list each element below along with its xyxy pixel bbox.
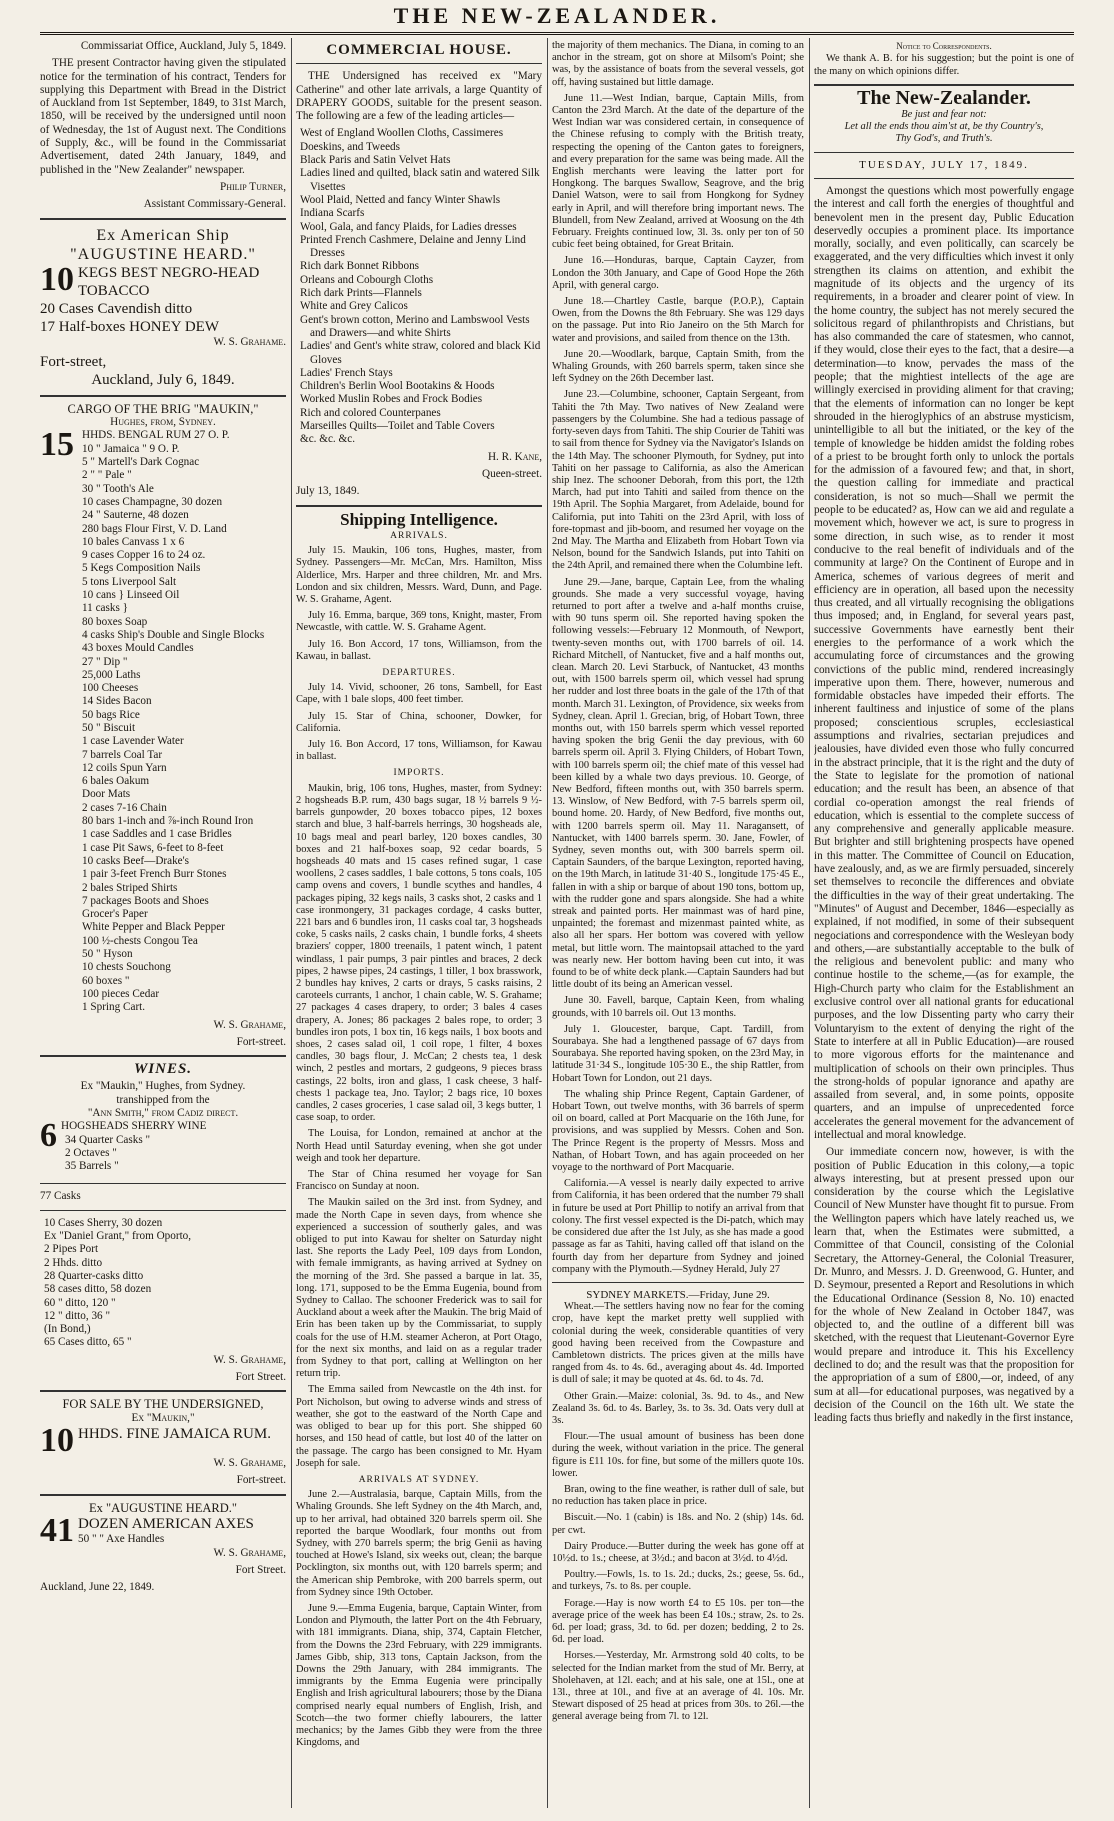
cargo-item: Door Mats <box>82 788 131 801</box>
article-paragraph: the majority of them mechanics. The Diana, in coming to an anchor in the stream, got on shore at Milsom's Point; she was, by the assistance of boats from the several vessels, got off, having sustained but little damage. <box>552 40 804 88</box>
market-paragraph: Flour.—The usual amount of business has been done during the week, without variation in the price. The general figure is £11 10s. for fine, but some of the millers quote 10s. lower. <box>552 1431 804 1479</box>
market-paragraph: Biscuit.—No. 1 (cabin) is 18s. and No. 2 (ship) 14s. 6d. per cwt. <box>552 1512 804 1536</box>
cargo-item: 80 boxes Soap <box>82 615 148 628</box>
article-paragraph: The whaling ship Prince Regent, Captain Gardener, of Hobart Town, out twelve months, with 36 barrels of sperm oil on board, called at Port Macquarie on the 16th June, for provisions, and was supplied by Messrs. Cohen and Son. The Prince Regent is the property of Messrs. Moss and Nathan, of Hobart Town, and has again proceeded on her voyage to the northward of Port Macquarie. <box>552 1088 804 1174</box>
drapery-item: Wool, Gala, and fancy Plaids, for Ladies dresses <box>300 220 517 233</box>
cargo-item: 5 " Martell's Dark Cognac <box>82 456 200 469</box>
drapery-item: Ladies' French Stays <box>300 366 393 379</box>
signature-address: Fort-street. <box>236 1035 286 1048</box>
arrival-entry: July 15. Maukin, 106 tons, Hughes, master, from Sydney. Passengers—Mr. McCan, Mrs. Hamilton, Miss Alderlice, Mrs. Harper and three children, Mr. and Mrs. London and six children, Messrs. Ward, Dunn, and Page. W. S. Grahame, Agent. <box>296 545 542 605</box>
cargo-item: 9 cases Copper 16 to 24 oz. <box>82 549 206 562</box>
sale-sub: Ex "Maukin," <box>131 1411 195 1424</box>
column-rule <box>291 38 292 1808</box>
article-paragraph: June 18.—Chartley Castle, barque (P.O.P.), Captain Owen, from the Downs the 8th February. She was 129 days on the passage. Put into Rio Janeiro on the 5th March for water and provisions, and sailed from thence on the 13th. <box>552 296 804 344</box>
divider <box>814 84 1074 86</box>
drapery-item: Doeskins, and Tweeds <box>300 140 400 153</box>
drapery-item: Children's Berlin Wool Bootakins & Hoods <box>300 380 495 393</box>
ad-date: July 13, 1849. <box>296 485 360 498</box>
arrivals-title: ARRIVALS. <box>390 530 448 541</box>
editorial-paragraph: Our immediate concern now, however, is with the position of Public Education in this colony,—a topic always interesting, but at present pressed upon our consideration by the course which the Legislative Council of New Munster have thought fit to pursue. From the Wellington papers which have lately reached us, we learn that, when the Estimates were submitted, a Committee of that Council, consisting of the Colonial Secretary, the Attorney-General, the Colonial Treasurer, Dr. Munro, and Messrs. J. D. Greenwood, G. Hunter, and D. Seymour, presented a Report and Resolutions in which the Educational Ordinance (Session 8, No. 10) enacted for the whole of New Zealand in October 1847, was objected to, and the outline of a different bill was sketched, with the request that Lieutenant-Governor Eyre would prepare and introduce it. This his Excellency declined to do; and the result was that the proposition for the appropriation of a sum of £800,—or, indeed, of any sum at all—for educational purposes, was negatived by a decision of the Council on the 16th ult. We state the leading facts thus briefly and nakedly in the first instance, <box>814 1146 1074 1425</box>
ad-item: DOZEN AMERICAN AXES <box>78 1515 254 1532</box>
market-paragraph: Dairy Produce.—Butter during the week has gone off at 10½d. to 1s.; cheese, at 3½d.; and bacon at 3½d. to 4½d. <box>552 1540 804 1564</box>
wine-item: 12 " ditto, 36 " <box>44 1309 111 1322</box>
cargo-item: 80 bars 1-inch and ⅞-inch Round Iron <box>82 815 254 828</box>
article-paragraph: June 30. Favell, barque, Captain Keen, from whaling grounds, with 10 barrels oil. Out 13 months. <box>552 995 804 1019</box>
markets-title: SYDNEY MARKETS.—Friday, June 29. <box>586 1288 770 1301</box>
motto: Thy God's, and Truth's. <box>895 133 993 145</box>
divider <box>40 1390 286 1392</box>
ad-heading: Ex American Ship <box>96 226 230 244</box>
ad-number: 10 <box>40 260 74 298</box>
divider <box>40 1183 286 1184</box>
cargo-item: 1 case Pit Saws, 6-feet to 8-feet <box>82 841 224 854</box>
divider <box>814 178 1074 179</box>
drapery-item: Indiana Scarfs <box>300 207 365 220</box>
market-paragraph: Bran, owing to the fine weather, is rather dull of sale, but no reduction has taken place in price. <box>552 1483 804 1508</box>
signature-address: Fort Street. <box>235 1564 286 1577</box>
cargo-item: 10 chests Souchong <box>82 961 171 974</box>
ad-heading: "AUGUSTINE HEARD." <box>70 245 256 263</box>
cargo-item: 100 ½-chests Congou Tea <box>82 934 198 947</box>
drapery-item: &c. &c. &c. <box>300 433 355 446</box>
arrival-entry: July 16. Emma, barque, 369 tons, Knight, master, From Newcastle, with cattle. W. S. Grahame Agent. <box>296 610 542 634</box>
cargo-item: 10 cases Champagne, 30 dozen <box>82 495 223 508</box>
wines-line: transhipped from the <box>116 1093 210 1106</box>
article-paragraph: California.—A vessel is nearly daily expected to arrive from California, it has been ordered that the number 79 shall in future be used at Port Phillip to notify an arrival from that colony. The first vessel expected is the Di-patch, which may be considered due after the 1st July, as she has made a good passage as far as Tahiti, having called off that island on the fourth day from her departure from Sydney and joined company with the Plymouth.—Sydney Herald, July 27 <box>552 1178 804 1275</box>
rum-ad <box>40 1421 286 1459</box>
cargo-item: Grocer's Paper <box>82 908 148 921</box>
shipping-title: Shipping Intelligence. <box>340 509 498 529</box>
wines-line: Ex "Maukin," Hughes, from Sydney. <box>80 1080 246 1093</box>
article-paragraph: June 16.—Honduras, barque, Captain Cayzer, from London the 30th January, and Cape of Good Hope the 26th April, with general cargo. <box>552 255 804 291</box>
wine-item: 10 Cases Sherry, 30 dozen <box>44 1216 163 1229</box>
wine-item: 28 Quarter-casks ditto <box>44 1269 144 1282</box>
cargo-item: 43 boxes Mould Candles <box>82 642 194 655</box>
cargo-item: 14 Sides Bacon <box>82 695 152 708</box>
column-rule <box>547 38 548 1808</box>
dateline: TUESDAY, JULY 17, 1849. <box>859 158 1029 171</box>
axe-ad <box>40 1511 286 1549</box>
notice-corr-body: We thank A. B. for his suggestion; but the point is one of the many on which opinions differ. <box>814 53 1074 77</box>
cargo-item: 50 " Hyson <box>82 948 133 961</box>
drapery-item: Rich and colored Counterpanes <box>300 406 441 419</box>
cargo-item: 100 pieces Cedar <box>82 987 160 1000</box>
shipping-news-paragraph: The Emma sailed from Newcastle on the 4th inst. for Port Nicholson, but owing to adverse winds and stress of weather, she got to the eastward of the North Cape and was obliged to bear up for this port. She shipped 60 horses, and 150 head of cattle, but lost 40 of the latter on the passage. The cargo has been consigned to Mr. Hyam Joseph for sale. <box>296 1384 542 1469</box>
imports-title: IMPORTS. <box>393 768 445 779</box>
drapery-item: Ladies lined and quilted, black satin and watered Silk Visettes <box>300 167 540 193</box>
wine-item: (In Bond,) <box>44 1323 91 1336</box>
column-rule <box>809 38 810 1808</box>
signature: H. R. Kane, <box>487 450 542 463</box>
cargo-item: 100 Cheeses <box>82 682 139 695</box>
wines-title: WINES. <box>133 1061 193 1078</box>
commissariat-notice: THE present Contractor having given the stipulated notice for the termination of his contract, Tenders for supplying this Department with Bread in the District of Auckland from 1st September, 1849, to 31st March, 1850, will be received by the undersigned until noon of Wednesday, the 1st of August next. The Conditions of Supply, &c., will be found in the Commissariat Advertisement, dated 24th January, 1849, and published in the "New Zealander" newspaper. <box>40 57 286 176</box>
cargo-item: HHDS. BENGAL RUM 27 O. P. <box>82 429 230 442</box>
signature: W. S. Grahame, <box>213 1456 286 1469</box>
signature: W. S. Grahame, <box>213 1018 286 1031</box>
drapery-item: Black Paris and Satin Velvet Hats <box>300 154 451 167</box>
signature-title: Assistant Commissary-General. <box>143 198 286 211</box>
axe-title: Ex "AUGUSTINE HEARD." <box>88 1500 238 1515</box>
column-1 <box>40 40 286 1599</box>
cargo-item: 1 case Saddles and 1 case Bridles <box>82 828 232 841</box>
tobacco-ad <box>40 260 286 300</box>
drapery-item: Wool Plaid, Netted and fancy Winter Shawls <box>300 193 501 206</box>
cargo-title: CARGO OF THE BRIG "MAUKIN," <box>67 401 259 416</box>
cargo-item: 25,000 Laths <box>82 668 141 681</box>
column-2 <box>296 40 542 1753</box>
wine-item: 60 " ditto, 120 " <box>44 1296 116 1309</box>
ad-date: Auckland, July 6, 1849. <box>91 371 235 388</box>
cargo-item: 1 pair 3-feet French Burr Stones <box>82 868 227 881</box>
cargo-item: 1 case Lavender Water <box>82 735 184 748</box>
divider <box>40 1210 286 1211</box>
market-paragraph: Forage.—Hay is now worth £4 to £5 10s. per ton—the average price of the week has been £4 10s.; straw, 2s. to 2s. 6d. per load; grass, 3d. to 6d. per dozen; bedding, 2 to 2s. 6d. per load. <box>552 1597 804 1646</box>
cargo-list <box>40 426 286 1018</box>
imports-body: Maukin, brig, 106 tons, Hughes, master, from Sydney: 2 hogsheads B.P. rum, 430 bags sugar, 18 ½ barrels 9 ½-barrels gunpowder, 20 boxes tobacco pipes, 12 boxes starch and blue, 3 half-barrels herrings, 30 hogsheads ale, 10 bags meal and pearl barley, 120 boxes candles, 30 boxes and 21 half-boxes soap, 92 cedar boards, 5 hogsheads 40 mats and 15 cases refined sugar, 1 case woollens, 2 cases saddles, 1 bale cottons, 5 tons coals, 105 camp ovens and covers, 1 bundle scythes and handles, 4 packages piping, 32 kegs nails, 3 casks shot, 2 casks and 1 case ironmongery, 31 packages cordage, 4 casks butter, 221 bars and 6 bundles iron, 11 casks coal tar, 3 hogsheads coke, 5 casks nails, 2 casks chain, 1 bundle forks, 4 sheets braziers' copper, 1800 treenails, 1 patent winch, 1 patent windlass, 1 pair pumps, 3 pair pintles and braces, 2 deck pipes, 2 hawse pipes, 24 castings, 1 tiller, 1 box brasswork, 2 bundles hay knives, 2 carts or drays, 5 casks raisins, 2 caroteels currants, 1 anchor, 1 chain cable, W. S. Grahame; 27 packages 4 cases drapery, to order; 3 bales 4 cases drapery, A. Jones; 86 packages 2 bales rope, to order; 3 bundles iron pots, 1 box tin, 16 kegs nails, 1 box boots and shoes, 2 cases salad oil, 1 coil rope, 1 filter, 4 boxes candles, 30 bags flour, J. McCan; 2 chests tea, 1 desk winch, 2 pestles and mortars, 2 gudgeons, 9 pieces brass castings, 22 bolts, iron and glass, 1 cask cheese, 3 half-chests 1 package tea, Jno. Taylor; 2 bags rice, 10 boxes candles, 2 cases groceries, 1 case salad oil, 3 kegs butter, 1 case soap, to order. <box>296 782 542 1124</box>
signature-address: Fort-street. <box>236 1474 286 1487</box>
signature: W. S. Grahame. <box>213 335 286 348</box>
ad-item: KEGS BEST NEGRO-HEAD TOBACCO <box>78 264 260 299</box>
divider <box>296 505 542 507</box>
drapery-item: Gent's brown cotton, Merino and Lambswool Vests and Drawers—and white Shirts <box>300 313 530 339</box>
wine-item: 35 Barrels " <box>65 1160 119 1173</box>
departure-entry: July 14. Vivid, schooner, 26 tons, Sambell, for East Cape, with 1 bale slops, 400 feet timber. <box>296 682 542 706</box>
wine-item: 2 Pipes Port <box>44 1243 99 1256</box>
divider <box>40 218 286 220</box>
shipping-news-paragraph: The Louisa, for London, remained at anchor at the North Head until Saturday evening, when she got under weigh and took her departure. <box>296 1128 542 1164</box>
cargo-item: 5 tons Liverpool Salt <box>82 575 177 588</box>
cargo-item: 2 " " Pale " <box>82 469 132 482</box>
cargo-item: 10 bales Canvass 1 x 6 <box>82 535 185 548</box>
wine-item: 2 Hhds. ditto <box>44 1256 103 1269</box>
drapery-item: Ladies' and Gent's white straw, colored and black Kid Gloves <box>300 340 541 366</box>
wines-casks: 77 Casks <box>40 1190 81 1203</box>
cargo-item: 27 " Dip " <box>82 655 128 668</box>
cargo-item: 10 casks Beef—Drake's <box>82 854 190 867</box>
drapery-item: Worked Muslin Robes and Frock Bodies <box>300 393 483 406</box>
drapery-item: West of England Woollen Cloths, Cassimeres <box>300 127 504 140</box>
wine-item: Ex "Daniel Grant," from Oporto, <box>44 1230 192 1243</box>
sydney-arrival-paragraph: June 9.—Emma Eugenia, barque, Captain Winter, from London and Plymouth, the latter Port on the 4th February, with 181 immigrants. Diana, ship, 374, Captain Fletcher, from the Downs the 23rd February, with 229 immigrants. James Gibb, ship, 313 tons, Captain Jackson, from the Downs the 29th January, with 284 immigrants. The immigrants by the Emma Eugenia were principally English and Irish agricultural labourers; those by the Diana comprised nearly equal numbers of English, Irish, and Scotch—the two former chiefly labourers, the latter mechanics; by the James Gibb they were from the three Kingdoms, and <box>296 1603 542 1749</box>
cargo-item: 10 " Jamaica " 9 O. P. <box>82 442 180 455</box>
cargo-item: 4 casks Ship's Double and Single Blocks <box>82 628 265 641</box>
ad-item: HOGSHEADS SHERRY WINE <box>61 1120 207 1133</box>
notice-corr-title: Notice to Correspondents. <box>896 41 992 51</box>
drapery-item: Rich dark Prints—Flannels <box>300 287 422 300</box>
signature-address: Queen-street. <box>482 467 542 480</box>
market-paragraph: Wheat.—The settlers having now no fear for the coming crop, have kept the market pretty well supplied with colonial during the week, considerable quantities of very good having been received from the Cowpasture and Cambletown districts. The prices given at the mills have ranged from 4s. to 4s. 6d., averaging about 4s. 4d. Imported is dull of sale; it may be quoted at 4s. 6d. to 4s. 7d. <box>552 1301 804 1386</box>
ad-date: Auckland, June 22, 1849. <box>40 1581 155 1594</box>
cargo-subtitle: Hughes, from, Sydney. <box>110 416 216 429</box>
cargo-item: 60 boxes " <box>82 974 130 987</box>
cargo-item: 12 coils Spun Yarn <box>82 761 167 774</box>
drapery-item: White and Grey Calicos <box>300 300 408 313</box>
wine-item: 34 Quarter Casks " <box>65 1133 151 1146</box>
departure-entry: July 16. Bon Accord, 17 tons, Williamson, for Kawau in ballast. <box>296 739 542 763</box>
signature-address: Fort Street. <box>235 1371 286 1384</box>
drapery-item: Printed French Cashmere, Delaine and Jenny Lind Dresses <box>300 233 526 260</box>
cargo-item: 10 cans } Linseed Oil <box>82 589 180 602</box>
cargo-item: White Pepper and Black Pepper <box>82 921 225 934</box>
divider <box>552 1282 804 1283</box>
wines-ad <box>40 1117 286 1177</box>
sydney-arrival-paragraph: June 2.—Australasia, barque, Captain Mills, from the Whaling Grounds. She left Sydney on the 4th March, and, up to her arrival, had obtained 320 barrels sperm oil. She reported the barque Woodlark, four months out from Sydney, with 270 barrels sperm; the brig Genii as having touched at Howe's Island, six weeks out, clean; the barque Pocklington, six months out, with 120 barrels sperm; and the American ship Pembroke, with 200 barrels sperm, out from Sydney since 19th October. <box>296 1489 542 1598</box>
article-paragraph: June 20.—Woodlark, barque, Captain Smith, from the Whaling Grounds, with 260 barrels sperm, taken since she left Sydney on the 26th December last. <box>552 348 804 385</box>
drapery-item: Rich dark Bonnet Ribbons <box>300 260 420 273</box>
ad-item: 20 Cases Cavendish ditto <box>40 300 193 317</box>
cargo-item: 24 " Sauterne, 48 dozen <box>82 509 189 522</box>
commissariat-header: Commissariat Office, Auckland, July 5, 1849. <box>80 40 286 52</box>
cargo-item: 7 packages Boots and Shoes <box>82 894 209 907</box>
wine-item: 58 cases ditto, 58 dozen <box>44 1283 152 1296</box>
editorial-paragraph: Amongst the questions which most powerfully engage the interest and call forth the energies of thoughtful and benevolent men in the present day, Public Education deservedly occupies a prominent place. Its importance morally, socially, and even politically, can scarcely be exaggerated, and the very difficulties which invest it only strengthen its claims on attention, and exhibit the magnitude of its objects and the urgency of its requirements, in a broader and clearer point of view. In the home country, the subject has not merely secured the solicitous regard of philanthropists and Christians, but has also commanded the care of statesmen, who cannot, if they would, close their eyes to the fact, that a desire—a determination—to know, pervades the mass of the people; that the mightiest intellects of the age are willingly exercised in providing aliment for that craving; that the elements of information can no longer be kept shrouded in the hieroglyphics of an abstruse mysticism, unintelligible to all but the initiated, or the key of the temple of knowledge be hidden amidst the folding robes of a priest to be brought forth only to unlock the portals for the admission of a favoured few; and that, in short, the question calling for immediate and practical consideration, is not so much—Shall we permit the people to be educated? as, How can we aid and regulate a movement which, however we act, is sure to progress in some direction, in such wise, as to render it most conducive to the real benefit of individuals and of the community at large? On the Continent of Europe and in America, schemes of various degrees of merit and efficiency are in operation, all based upon the necessity thus created, and all virtually recognising the obligations thus imposed; and, in England, for several years past, successive Governments have earnestly bent their energies to the performance of a work which the accumulating force of circumstances and the growing convictions of the public mind, rendered increasingly imperative upon them. There, however, numerous and formidable obstacles have impeded their efforts. The inherent faultiness and injustice of some of the plans proposed; conscientious scruples, ecclesiastical assumptions and rivalries, sectarian prejudices and jealousies, have divided even those who fully concurred in the abstract principle, that it is the right and the duty of the State to legislate for the promotion of national education; and the result has been, an absence of that cordial co-operation amongst the real friends of education, which is essential to the complete success of any comprehensive and generally applicable measure. But brighter and still brightening prospects have opened in this matter. The Committee of Council on Education, have zealously, and, as we are firmly persuaded, sincerely set themselves to reconcile the differences and obviate the difficulties in the way of their great undertaking. The "Minutes" of August and December, 1846—especially as explained, if not modified, in some of their subsequent negociations and correspondence with the Wesleyan body and others,—are substantially acceptable to the bulk of the religious and benevolent public: and many who continue hostile to the scheme,—(as for example, the High-Church party who claim for the Establishment an exclusive control over all national grants for educational purposes, and the low Dissenting party who carry their Voluntaryism to the extent of denying the right of the State to interfere at all in Public Education)—are roused to more vigorous efforts for the maintenance and multiplication of schools on their own principles. Thus the strong-holds of popular ignorance and apathy are assailed from several, and, in some points, opposite quarters, and an impulse of unprecedented force accelerates the general movement for the advancement of intellectual and moral knowledge. <box>814 184 1074 1141</box>
drapery-item: Marseilles Quilts—Toilet and Table Covers <box>300 420 495 433</box>
ad-number: 10 <box>40 1421 74 1459</box>
market-paragraph: Other Grain.—Maize: colonial, 3s. 9d. to 4s., and New Zealand 3s. 6d. to 4s. Barley, 3s. to 3s. 3d. Oats very dull at 3s. <box>552 1390 804 1426</box>
divider <box>40 395 286 397</box>
ad-number: 41 <box>40 1511 74 1549</box>
column-3 <box>552 40 804 1728</box>
cargo-item: 2 cases 7-16 Chain <box>82 801 167 814</box>
divider <box>40 1494 286 1496</box>
shipping-news-paragraph: The Star of China resumed her voyage for San Francisco on Sunday at noon. <box>296 1169 542 1193</box>
article-paragraph: July 1. Gloucester, barque, Capt. Tardill, from Sourabaya. She had a lengthened passage of 67 days from Sourabaya. She reported having spoken, on the 23rd May, in latitude 31·34 S., longitude 105·30 E., the ship Rattler, from Hobart Town for London, out 21 days. <box>552 1023 804 1084</box>
article-paragraph: June 23.—Columbine, schooner, Captain Sergeant, from Tahiti the 7th May. Two natives of New Zealand were passengers by the Columbine. She had a tedious passage of forty-seven days from Tahiti. The ship Courier de Tahiti was to sail from thence for Sydney via the Navigator's Islands on the 14th May. The schooner Plymouth, for Sydney, put into Tahiti on her passage to California, as also the American ship Inez. The schooner Deborah, from this port, the 12th March, had put into Tahiti and sailed from thence on the 19th April. The Sophia Margaret, from Adelaide, bound for California, put into Tahiti on the 23rd April, with loss of fore-topmast and jib-boom, and resumed her voyage on the 2nd May. The Martha and Elizabeth from Hobart Town via Nelson, bound for the Sandwich Islands, put into Tahiti on the 24th April, and remained there when the Columbine left. <box>552 389 804 572</box>
departure-entry: July 15. Star of China, schooner, Dowker, for California. <box>296 710 542 734</box>
wines-line: "Ann Smith," from Cadiz direct. <box>87 1107 239 1119</box>
divider <box>40 1055 286 1057</box>
arrival-entry: July 16. Bon Accord, 17 tons, Williamson, from the Kawau, in ballast. <box>296 638 542 662</box>
article-paragraph: June 11.—West Indian, barque, Captain Mills, from Canton the 23rd March. At the date of the departure of the West Indian war was considered certain, in consequence of the Chinese refusing to comply with the British treaty, respecting the opening of the Canton gates to foreigners, and every preparation for the same was being made. All the English merchants were leaving the latter port for Hongkong. The barques Swallow, Seagrove, and the brig Daniel Watson, were to sail from Hongkong for Sydney early in April, and will therefore bring important news. The Blundell, from New Zealand, arrived at Woosung on the 4th February. Freights continued low, 3l. 3s. only per ton of 50 cubic feet being obtained, for Great Britain. <box>552 92 804 251</box>
motto: Be just and fear not: <box>901 109 987 120</box>
ad-number: 6 <box>40 1117 57 1155</box>
signature: Philip Turner, <box>219 180 286 193</box>
ad-number: 15 <box>40 426 74 464</box>
cargo-item: 5 Kegs Composition Nails <box>82 562 201 575</box>
signature: W. S. Grahame, <box>213 1353 286 1366</box>
cargo-item: 1 Spring Cart. <box>82 1001 146 1014</box>
cargo-item: 2 bales Striped Shirts <box>82 881 178 894</box>
wine-item: 2 Octaves " <box>65 1146 117 1159</box>
cargo-item: 7 barrels Coal Tar <box>82 748 163 761</box>
cargo-item: 50 " Biscuit <box>82 721 136 734</box>
cargo-item: 50 bags Rice <box>82 708 140 721</box>
wine-item: 65 Cases ditto, 65 " <box>44 1336 132 1349</box>
divider <box>296 63 542 64</box>
commercial-title: COMMERCIAL HOUSE. <box>326 42 512 58</box>
cargo-item: 6 bales Oakum <box>82 775 150 788</box>
cargo-item: 11 casks } <box>82 602 128 615</box>
market-paragraph: Horses.—Yesterday, Mr. Armstrong sold 40 colts, to be selected for the Indian market from the stud of Mr. Berry, at Sholehaven, at 12l. each; and at his sale, one at 15l., one at 13l., three at 10l., and five at an average of 4l. 10s. Mr. Stewart disposed of 25 head at prices from 30s. to 26l.—the general average being from 7l. to 12l. <box>552 1650 804 1723</box>
drapery-item: Orleans and Cobourgh Cloths <box>300 273 434 286</box>
ad-item: 50 " " Axe Handles <box>78 1532 165 1545</box>
motto: Let all the ends thou aim'st at, be thy Country's, <box>844 121 1044 133</box>
signature: W. S. Grahame, <box>213 1546 286 1559</box>
article-paragraph: June 29.—Jane, barque, Captain Lee, from the whaling grounds. She made a very successful voyage, having returned to port after a twelve and a-half months cruise, with 90 tuns sperm oil. She reported having spoken the following vessels:—February 12 Monmouth, of Newport, twenty-seven months out, with 1700 barrels of oil. 14. Richard Mitchell, of Nantucket, five and a half months out, clean. March 20. Levi Starbuck, of Nantucket, 43 months out, with 1500 barrels sperm oil, which vessel had sprung her rudder and lost three boats in the gale of the 17th of that month. March 31. Lexington, of Providence, six weeks from Sydney, clean. April 1. Grecian, brig, of Hobart Town, three months out, with 150 barrels sperm which vessel reported having spoken the brig Genii the day previous, with 60 barrels sperm oil. April 3. Flying Childers, of Hobart Town, with 100 barrels sperm oil; the chief mate of this vessel had been killed by a whale two days previous. 10. George, of New Bedford, fifteen months out, with 350 barrels sperm. 13. Winslow, of New Bedford, with 7-5 barrels sperm oil, bound home. 20. Hardy, of New Bedford, five months out, with 1200 barrels sperm oil. May 11. Naragansett, of Nantucket, with 1400 barrels sperm. 30. Jane, Fowler, of Sydney, seven months out, with 300 barrels sperm oil. Captain Saunders, of the barque Lexington, reported having, on the 19th March, in latitude 31·40 S., longitude 175·45 E., fallen in with a ship or barque of about 190 tons, bottom up, with the rudder gone and spars alongside. She had a white streak and painted ports. Her mainmast was of hard pine, unpainted; the foremast and mizenmast painted white, as also all her spars. Her bottom was covered with yellow metal, but little worn. The maintopsail attached to the yard was nearly new. Her bottom having been cut into, it was found to be of white deck plank.—Captain Saunders had but little doubt of its being an American vessel. <box>552 576 804 991</box>
ad-item: HHDS. FINE JAMAICA RUM. <box>78 1425 271 1442</box>
ad-item: 17 Half-boxes HONEY DEW <box>40 318 219 335</box>
ad-address: Fort-street, <box>40 353 107 370</box>
departures-title: DEPARTURES. <box>382 667 456 678</box>
market-paragraph: Poultry.—Fowls, 1s. to 1s. 2d.; ducks, 2s.; geese, 5s. 6d., and turkeys, 7s. to 8s. per couple. <box>552 1569 804 1593</box>
cargo-item: 280 bags Flour First, V. D. Land <box>82 522 227 535</box>
arrivals-sydney-title: ARRIVALS AT SYDNEY. <box>358 1474 480 1485</box>
divider <box>814 152 1074 153</box>
editorial-masthead: The New-Zealander. <box>857 86 1031 109</box>
commercial-body: THE Undersigned has received ex "Mary Catherine" and other late arrivals, a large Quantity of DRAPERY GOODS, suitable for the present season. The following are a few of the leading articles— <box>296 70 542 123</box>
shipping-news-paragraph: The Maukin sailed on the 3rd inst. from Sydney, and made the North Cape in seven days, from whence she experienced a succession of southerly gales, and was obliged to put into Kawau for shelter on Saturday night last. She reports the Lady Peel, 109 days from London, with female immigrants, as having arrived at Sydney on the morning of the 3rd. She passed a barque in lat. 35, long. 171, supposed to be the Emma Eugenia, bound from Sydney to Callao. The schooner Frederick was to sail for Auckland about a week after the Maukin. The brig Maid of Erin has been taken up by the Commissariat, to supply coals for the use of H.M. steamer Acheron, at Port Otago, for the next six months, and laid on as a regular trader from Sydney to that port, calling at Wellington on her return trip. <box>296 1197 542 1380</box>
cargo-item: 30 " Tooth's Ale <box>82 482 154 495</box>
column-4 <box>814 40 1074 1430</box>
sale-title: FOR SALE BY THE UNDERSIGNED, <box>62 1397 264 1412</box>
masthead: THE NEW-ZEALANDER. <box>40 2 1074 35</box>
